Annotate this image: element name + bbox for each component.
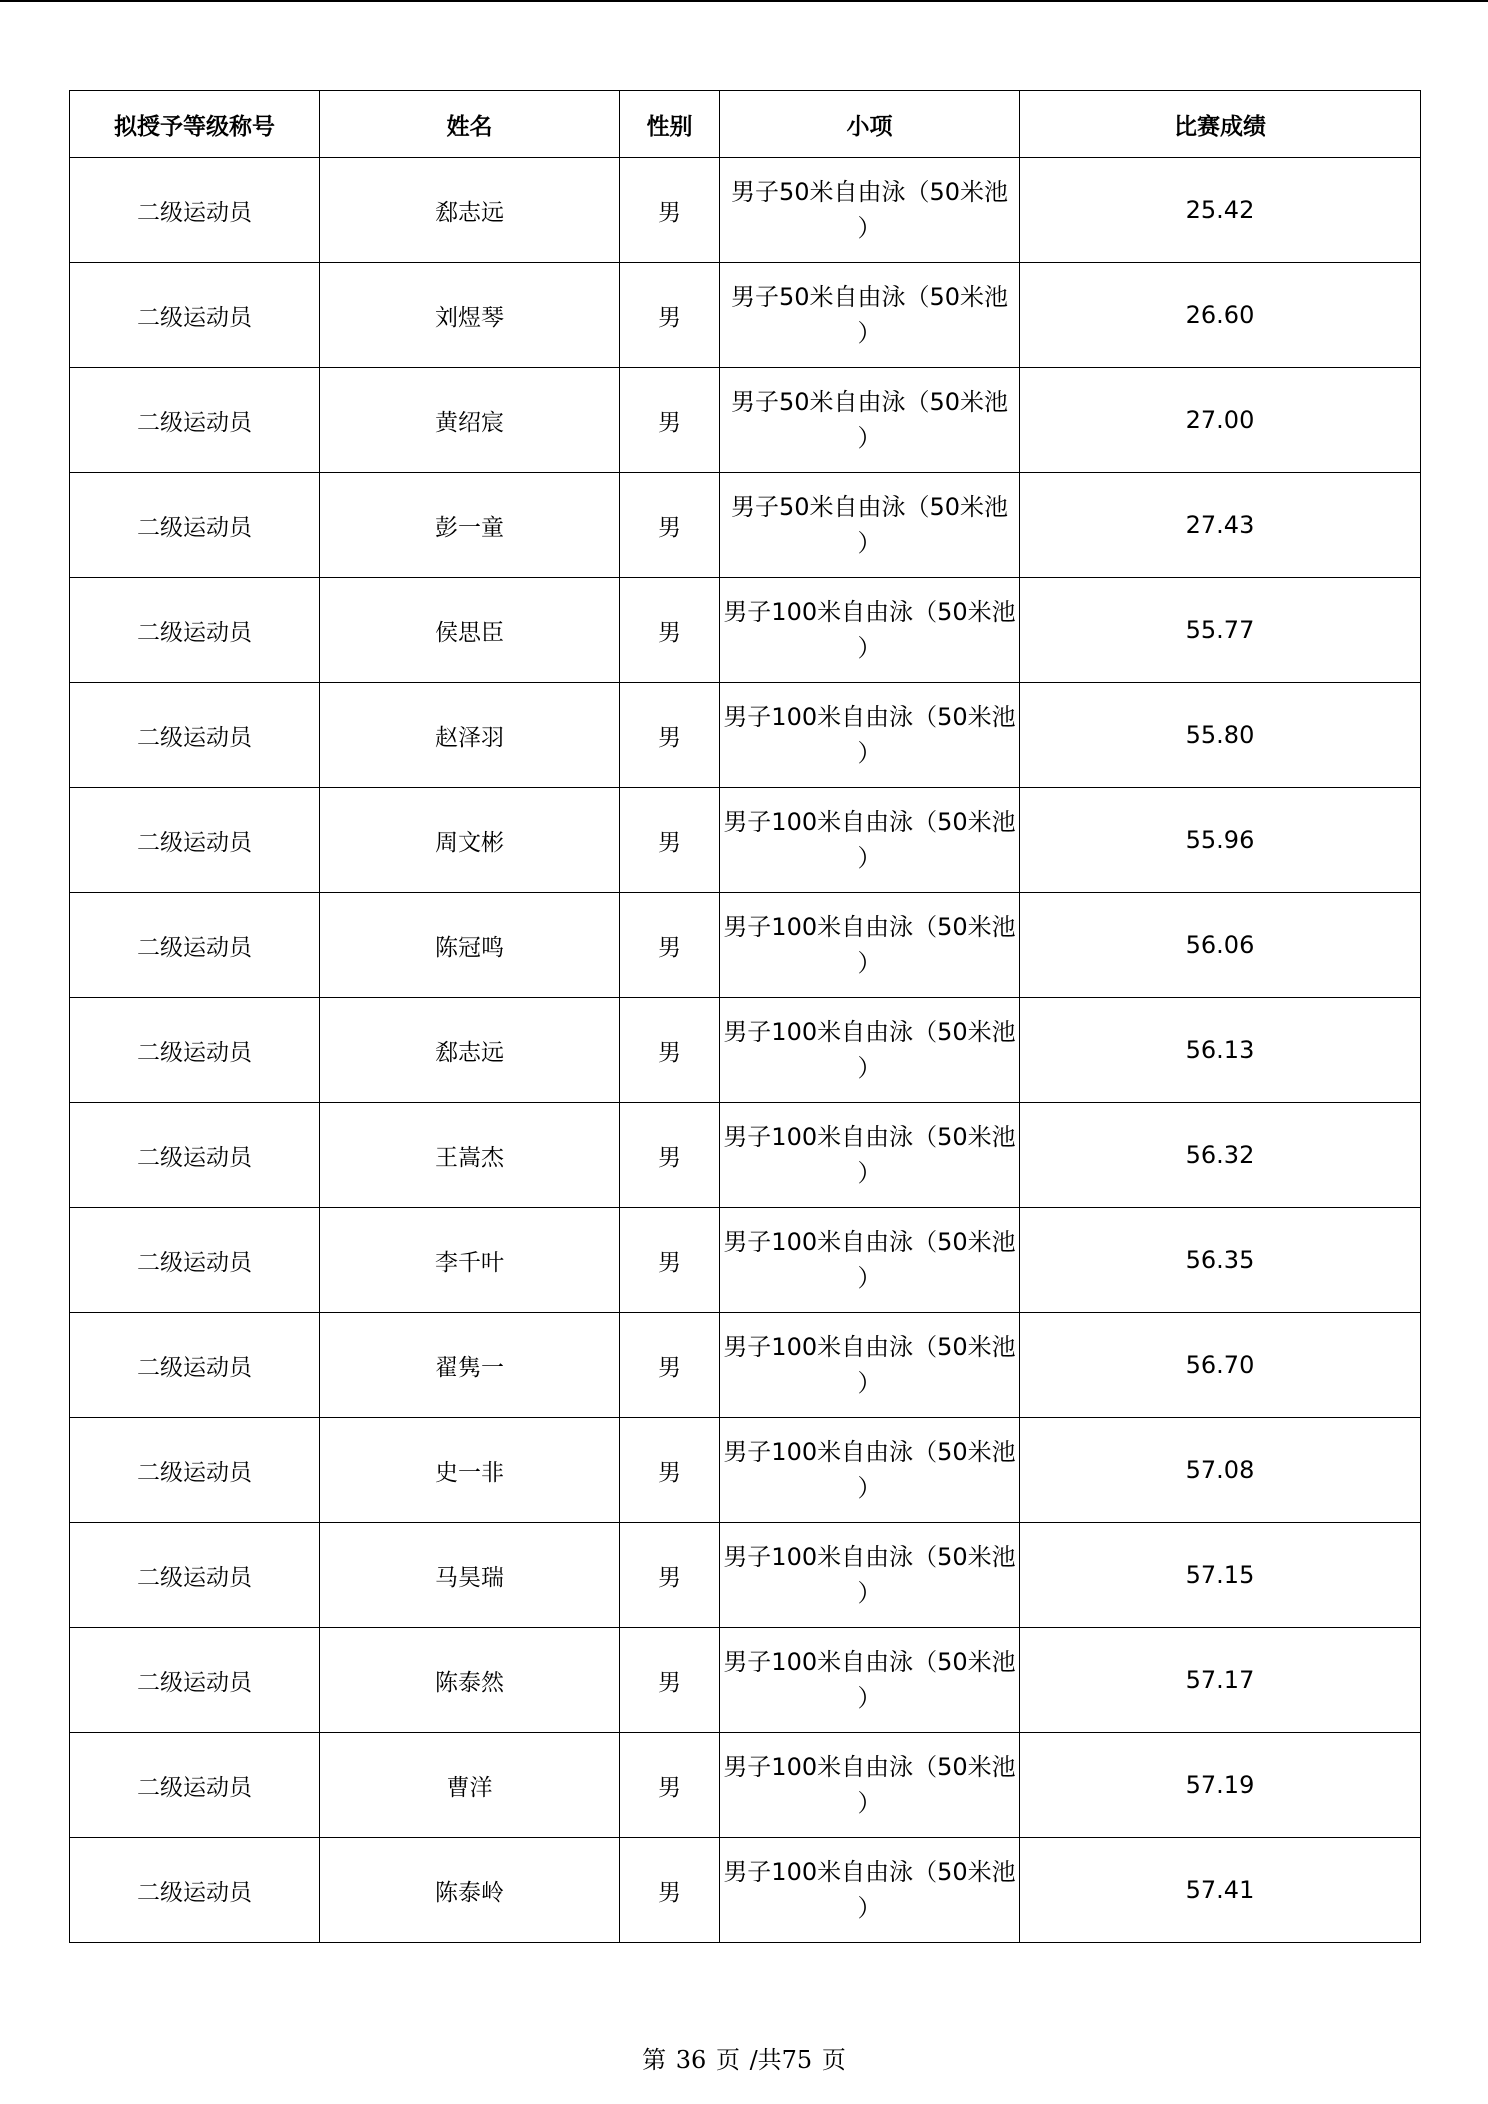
cell-name: 马昊瑞 (320, 1523, 620, 1628)
cell-name: 史一非 (320, 1418, 620, 1523)
cell-score: 25.42 (1020, 158, 1421, 263)
cell-event (720, 263, 1020, 368)
table-row (70, 1628, 1421, 1733)
cell-score: 57.15 (1020, 1523, 1421, 1628)
event-line-1: 男子50米自由泳（50米池 (730, 283, 1009, 311)
cell-score: 26.60 (1020, 263, 1421, 368)
cell-title-grade: 二级运动员 (70, 158, 320, 263)
cell-name: 彭一童 (320, 473, 620, 578)
event-line-1: 男子50米自由泳（50米池 (730, 178, 1009, 206)
header-event: 小项 (720, 91, 1020, 158)
cell-event (720, 998, 1020, 1103)
cell-event (720, 578, 1020, 683)
cell-event (720, 788, 1020, 893)
cell-event (720, 1628, 1020, 1733)
table-row (70, 1103, 1421, 1208)
cell-event (720, 1838, 1020, 1943)
event-line-1: 男子100米自由泳（50米池 (723, 1228, 1016, 1256)
cell-gender: 男 (620, 158, 720, 263)
cell-name: 李千叶 (320, 1208, 620, 1313)
event-line-2: ） (857, 949, 882, 977)
cell-name: 周文彬 (320, 788, 620, 893)
cell-score: 56.13 (1020, 998, 1421, 1103)
table-row (70, 158, 1421, 263)
cell-gender: 男 (620, 263, 720, 368)
cell-score: 55.80 (1020, 683, 1421, 788)
cell-score: 56.06 (1020, 893, 1421, 998)
cell-title-grade: 二级运动员 (70, 1838, 320, 1943)
cell-event (720, 1313, 1020, 1418)
table-row (70, 788, 1421, 893)
event-line-2: ） (857, 1054, 882, 1082)
cell-title-grade: 二级运动员 (70, 368, 320, 473)
cell-score: 56.70 (1020, 1313, 1421, 1418)
event-line-1: 男子100米自由泳（50米池 (723, 1438, 1016, 1466)
cell-name: 陈冠鸣 (320, 893, 620, 998)
cell-event (720, 893, 1020, 998)
event-line-2: ） (857, 424, 882, 452)
cell-name: 陈泰然 (320, 1628, 620, 1733)
cell-name: 郄志远 (320, 158, 620, 263)
cell-gender: 男 (620, 473, 720, 578)
cell-title-grade: 二级运动员 (70, 1313, 320, 1418)
cell-gender: 男 (620, 1418, 720, 1523)
event-line-2: ） (857, 1684, 882, 1712)
event-line-2: ） (857, 1579, 882, 1607)
cell-title-grade: 二级运动员 (70, 683, 320, 788)
event-line-1: 男子100米自由泳（50米池 (723, 703, 1016, 731)
cell-gender: 男 (620, 1523, 720, 1628)
event-line-2: ） (857, 1264, 882, 1292)
cell-title-grade: 二级运动员 (70, 1103, 320, 1208)
cell-event (720, 1418, 1020, 1523)
table-row (70, 1733, 1421, 1838)
cell-gender: 男 (620, 1733, 720, 1838)
event-line-2: ） (857, 214, 882, 242)
cell-score: 57.17 (1020, 1628, 1421, 1733)
header-title-grade: 拟授予等级称号 (70, 91, 320, 158)
event-line-2: ） (857, 1159, 882, 1187)
cell-score: 27.43 (1020, 473, 1421, 578)
cell-name: 王嵩杰 (320, 1103, 620, 1208)
event-line-2: ） (857, 634, 882, 662)
cell-event (720, 158, 1020, 263)
table-body (70, 158, 1421, 1943)
cell-title-grade: 二级运动员 (70, 263, 320, 368)
cell-gender: 男 (620, 788, 720, 893)
cell-title-grade: 二级运动员 (70, 1628, 320, 1733)
event-line-1: 男子100米自由泳（50米池 (723, 1648, 1016, 1676)
event-line-1: 男子100米自由泳（50米池 (723, 1333, 1016, 1361)
table-row (70, 1418, 1421, 1523)
cell-title-grade: 二级运动员 (70, 1733, 320, 1838)
cell-title-grade: 二级运动员 (70, 788, 320, 893)
cell-gender: 男 (620, 1838, 720, 1943)
table-row (70, 368, 1421, 473)
cell-title-grade: 二级运动员 (70, 473, 320, 578)
table-row (70, 998, 1421, 1103)
event-line-2: ） (857, 529, 882, 557)
cell-event (720, 368, 1020, 473)
cell-name: 翟隽一 (320, 1313, 620, 1418)
cell-score: 57.41 (1020, 1838, 1421, 1943)
top-border-line (0, 0, 1488, 2)
event-line-2: ） (857, 739, 882, 767)
cell-title-grade: 二级运动员 (70, 998, 320, 1103)
event-line-2: ） (857, 844, 882, 872)
cell-event (720, 683, 1020, 788)
cell-gender: 男 (620, 1208, 720, 1313)
cell-gender: 男 (620, 893, 720, 998)
event-line-1: 男子100米自由泳（50米池 (723, 1018, 1016, 1046)
header-gender: 性别 (620, 91, 720, 158)
cell-gender: 男 (620, 1628, 720, 1733)
cell-event (720, 1103, 1020, 1208)
event-line-1: 男子100米自由泳（50米池 (723, 1543, 1016, 1571)
event-line-1: 男子100米自由泳（50米池 (723, 1858, 1016, 1886)
event-line-1: 男子100米自由泳（50米池 (723, 808, 1016, 836)
page-number-footer (0, 2040, 1488, 2075)
table-row (70, 1523, 1421, 1628)
cell-event (720, 1733, 1020, 1838)
event-line-1: 男子50米自由泳（50米池 (730, 493, 1009, 521)
event-line-1: 男子100米自由泳（50米池 (723, 1123, 1016, 1151)
cell-score: 55.96 (1020, 788, 1421, 893)
cell-name: 陈泰岭 (320, 1838, 620, 1943)
cell-title-grade: 二级运动员 (70, 1418, 320, 1523)
cell-gender: 男 (620, 578, 720, 683)
table-row (70, 683, 1421, 788)
cell-name: 赵泽羽 (320, 683, 620, 788)
event-line-1: 男子50米自由泳（50米池 (730, 388, 1009, 416)
event-line-2: ） (857, 1369, 882, 1397)
table-row (70, 1208, 1421, 1313)
page-number-text: 第 36 页 /共75 页 (642, 2046, 846, 2074)
cell-event (720, 1208, 1020, 1313)
table-row (70, 263, 1421, 368)
cell-title-grade: 二级运动员 (70, 578, 320, 683)
cell-gender: 男 (620, 1313, 720, 1418)
table-row (70, 473, 1421, 578)
cell-score: 55.77 (1020, 578, 1421, 683)
event-line-2: ） (857, 1789, 882, 1817)
athlete-results-table (69, 90, 1421, 1943)
cell-title-grade: 二级运动员 (70, 893, 320, 998)
cell-gender: 男 (620, 1103, 720, 1208)
event-line-2: ） (857, 319, 882, 347)
cell-gender: 男 (620, 998, 720, 1103)
table-row (70, 1838, 1421, 1943)
header-score: 比赛成绩 (1020, 91, 1421, 158)
cell-event (720, 473, 1020, 578)
cell-gender: 男 (620, 368, 720, 473)
table-header-row (70, 91, 1421, 158)
cell-name: 刘煜琴 (320, 263, 620, 368)
table-row (70, 1313, 1421, 1418)
cell-event (720, 1523, 1020, 1628)
event-line-1: 男子100米自由泳（50米池 (723, 598, 1016, 626)
event-line-1: 男子100米自由泳（50米池 (723, 913, 1016, 941)
event-line-2: ） (857, 1894, 882, 1922)
table-row (70, 893, 1421, 998)
cell-title-grade: 二级运动员 (70, 1208, 320, 1313)
cell-score: 57.08 (1020, 1418, 1421, 1523)
header-name: 姓名 (320, 91, 620, 158)
cell-name: 黄绍宸 (320, 368, 620, 473)
cell-score: 57.19 (1020, 1733, 1421, 1838)
cell-score: 56.32 (1020, 1103, 1421, 1208)
event-line-2: ） (857, 1474, 882, 1502)
cell-title-grade: 二级运动员 (70, 1523, 320, 1628)
table-row (70, 578, 1421, 683)
cell-score: 27.00 (1020, 368, 1421, 473)
cell-score: 56.35 (1020, 1208, 1421, 1313)
cell-name: 曹洋 (320, 1733, 620, 1838)
cell-name: 侯思臣 (320, 578, 620, 683)
cell-gender: 男 (620, 683, 720, 788)
event-line-1: 男子100米自由泳（50米池 (723, 1753, 1016, 1781)
cell-name: 郄志远 (320, 998, 620, 1103)
